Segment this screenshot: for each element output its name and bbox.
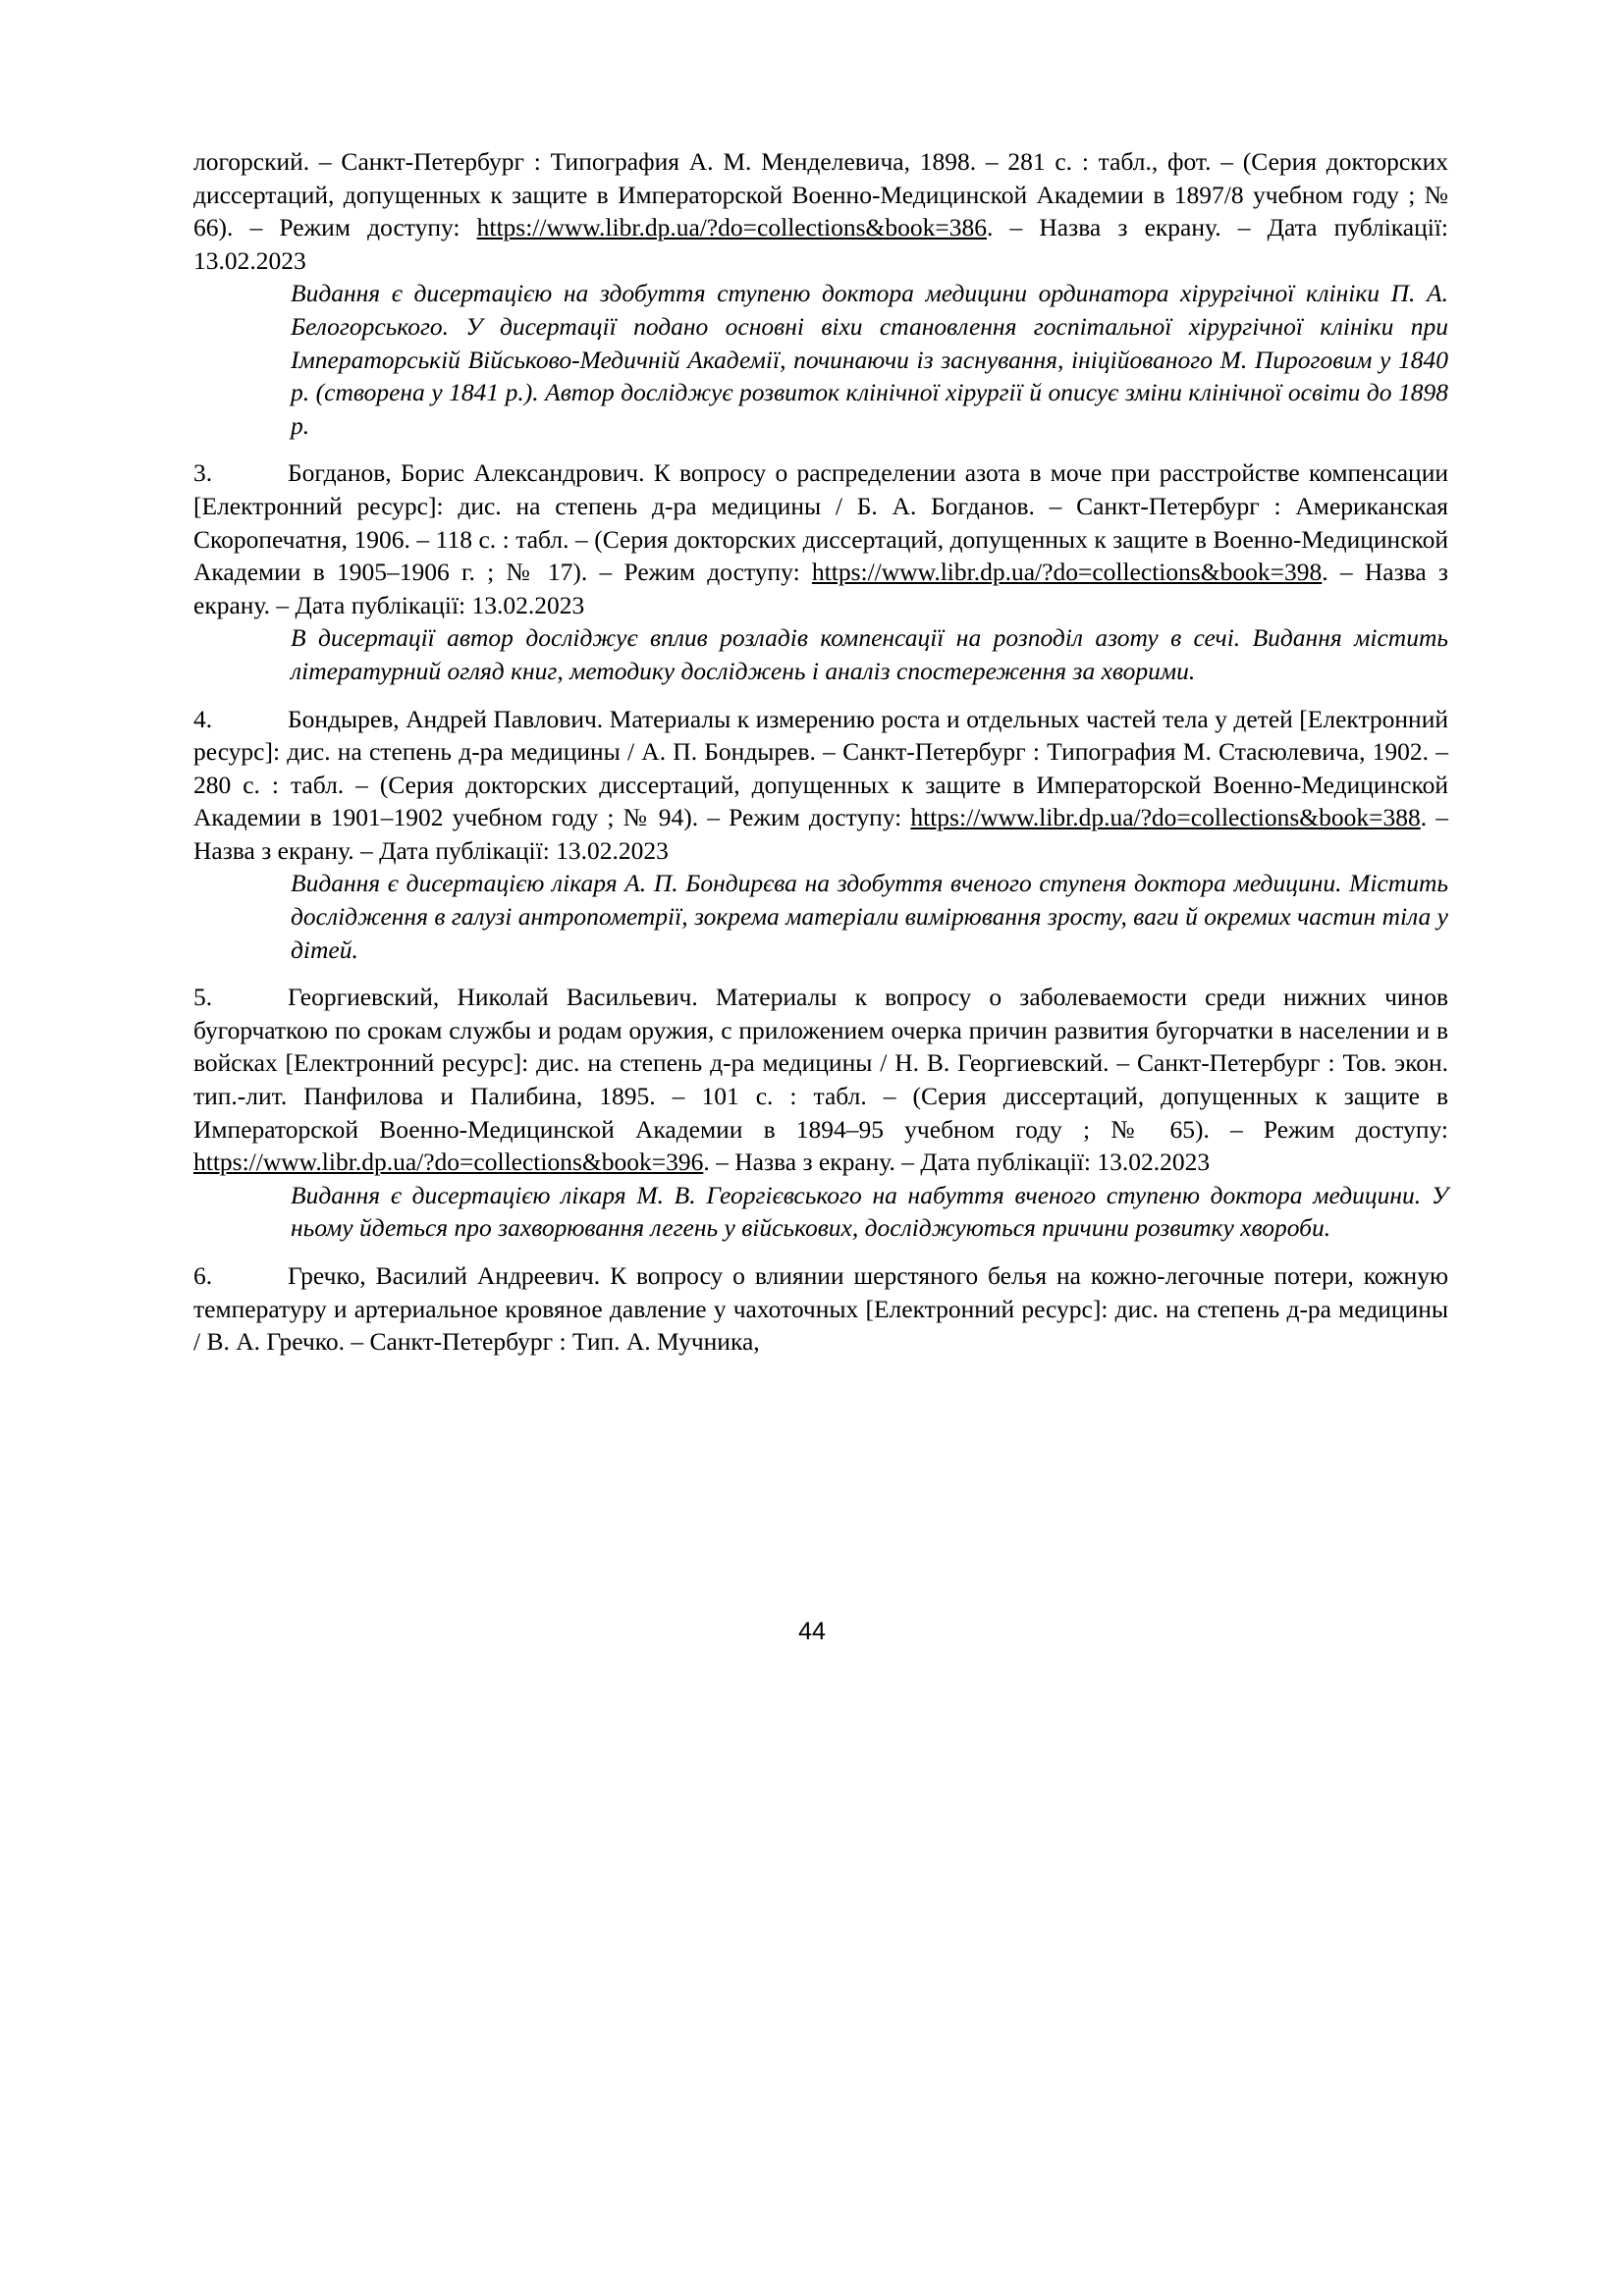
continued-entry [193, 145, 1448, 442]
entry-number: 4. [193, 704, 213, 733]
record-annotation: Видання є дисертацією на здобуття ступеню доктора медицини ординатора хірургічної клініки П. А. Белогорського. У дисертації подано основні віхи становлення госпітальної хірургічної клініки при Імператорській Військово-Медичній Академії, починаючи із заснування, ініційованого М. Пироговим у 1840 р. (створена у 1841 р.). Автор досліджує розвиток клінічної хірургії й описує зміни клінічної освіти до 1898 р. [291, 279, 1448, 440]
bibliographic-record [193, 981, 1448, 1179]
record-text: логорский. – Санкт-Петербург : Типография А. М. Менделевича, 1898. – 281 с. : табл., фот. – (Серия докторских диссертаций, допущенных к защите в Императорской Военно-Медицинской Академии в 1897/8 учебном году ; № 66). – Режим доступу: [193, 147, 1448, 242]
record-annotation: В дисертації автор досліджує вплив розладів компенсації на розподіл азоту в сечі. Видання містить літературний огляд книг, методику досліджень і аналіз спостереження за хворими. [291, 623, 1448, 685]
record-link[interactable]: https://www.libr.dp.ua/?do=collections&book=396 [193, 1148, 704, 1177]
bibliography-entry-6 [193, 1259, 1448, 1359]
record-annotation: Видання є дисертацією лікаря М. В. Георгієвського на набуття вченого ступеню доктора медицини. У ньому йдеться про захворювання легень у військових, досліджуються причини розвитку хвороби. [291, 1180, 1448, 1243]
bibliography-entry-5 [193, 981, 1448, 1245]
bibliography-entry-4 [193, 703, 1448, 967]
record-link[interactable]: https://www.libr.dp.ua/?do=collections&book=388 [910, 803, 1421, 832]
record-text: Бондырев, Андрей Павлович. Материалы к измерению роста и отдельных частей тела у детей [Електронний ресурс]: дис. на степень д-ра медицины / А. П. Бондырев. – Санкт-Петербург : Типография М. Стасюлевича, 1902. – 280 с. : табл. – (Серия докторских диссертаций, допущенных к защите в Императорской Военно-Медицинской Академии в 1901–1902 учебном году ; № 94). – Режим доступу: [193, 704, 1448, 832]
bibliography-entry-3 [193, 456, 1448, 687]
bibliographic-record [193, 456, 1448, 621]
record-tail: . – Назва з екрану. – Дата публікації: 13.02.2023 [703, 1148, 1211, 1177]
record-text: Гречко, Василий Андреевич. К вопросу о влиянии шерстяного белья на кожно-легочные потери, кожную температуру и артериальное кровяное давление у чахоточных [Електронний ресурс]: дис. на степень д-ра медицины / В. А. Гречко. – Санкт-Петербург : Тип. А. Мучника, [193, 1261, 1448, 1357]
record-tail: . – Назва з екрану. – Дата публікації: 13.02.2023 [193, 213, 1448, 275]
entry-number: 5. [193, 983, 213, 1012]
document-page [193, 145, 1448, 1359]
record-annotation: Видання є дисертацією лікаря А. П. Бондирєва на здобуття вченого ступеня доктора медицини. Містить дослідження в галузі антропометрії, зокрема матеріали вимірювання зросту, ваги й окремих частин тіла у дітей. [291, 869, 1448, 964]
record-text: Георгиевский, Николай Васильевич. Материалы к вопросу о заболеваемости среди нижних чинов бугорчаткою по срокам службы и родам оружия, с приложением очерка причин развития бугорчатки в населении и в войсках [Електронний ресурс]: дис. на степень д-ра медицины / Н. В. Георгиевский. – Санкт-Петербург : Тов. экон. тип.-лит. Панфилова и Палибина, 1895. – 101 с. : табл. – (Серия диссертаций, допущенных к защите в Императорской Военно-Медицинской Академии в 1894–95 учебном году ; № 65). – Режим доступу: [193, 983, 1448, 1144]
bibliographic-record [193, 703, 1448, 868]
record-text: Богданов, Борис Александрович. К вопросу о распределении азота в моче при расстройстве компенсации [Електронний ресурс]: дис. на степень д-ра медицины / Б. А. Богданов. – Санкт-Петербург : Американская Скоропечатня, 1906. – 118 с. : табл. – (Серия докторских диссертаций, допущенных к защите в Военно-Медицинской Академии в 1905–1906 г. ; № 17). – Режим доступу: [193, 458, 1448, 587]
bibliographic-record [193, 145, 1448, 277]
entry-number: 3. [193, 458, 213, 488]
record-tail: . – Назва з екрану. – Дата публікації: 13.02.2023 [193, 803, 1449, 865]
bibliographic-record [193, 1259, 1448, 1359]
entry-number: 6. [193, 1261, 213, 1290]
page-number: 44 [798, 1618, 826, 1645]
record-link[interactable]: https://www.libr.dp.ua/?do=collections&book=398 [811, 558, 1323, 587]
record-tail: . – Назва з екрану. – Дата публікації: 13.02.2023 [193, 558, 1448, 619]
record-link[interactable]: https://www.libr.dp.ua/?do=collections&book=386 [476, 213, 987, 242]
